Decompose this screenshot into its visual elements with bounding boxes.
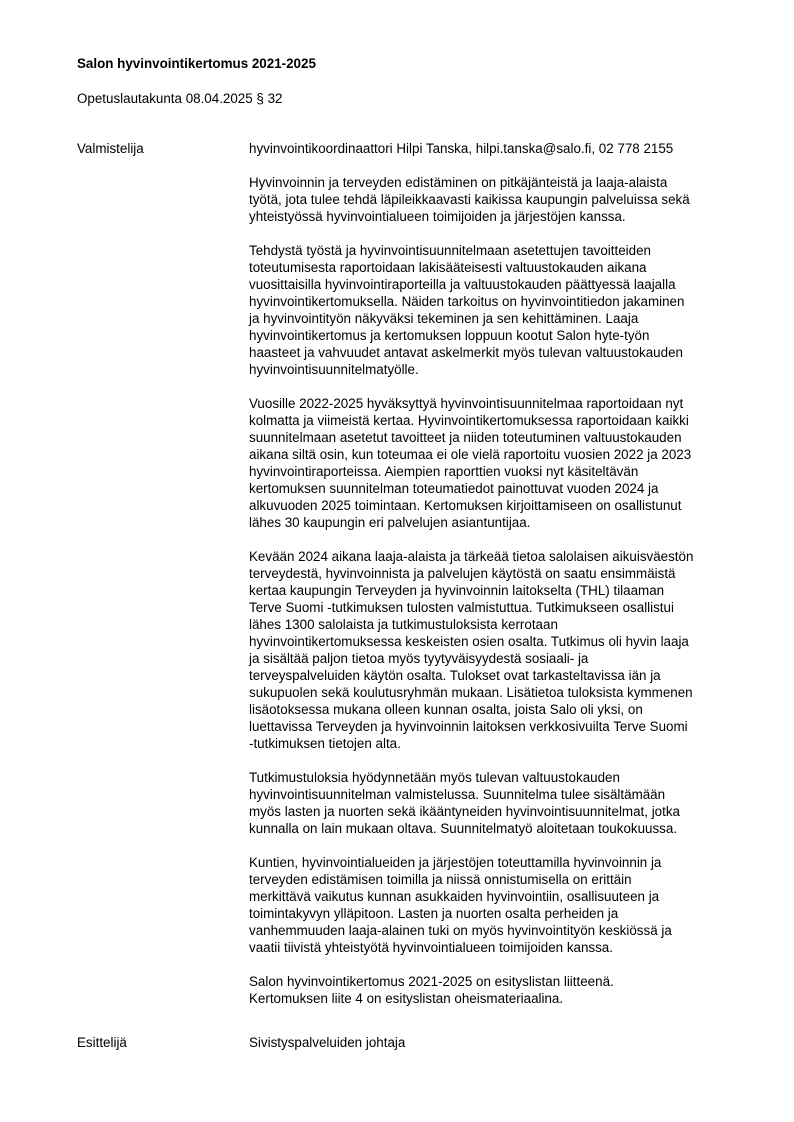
paragraph-line: hyvinvointikertomuksella. Näiden tarkoitus on hyvinvointitiedon jakaminen [249, 294, 685, 309]
preparer-value: hyvinvointikoordinaattori Hilpi Tanska, hilpi.tanska@salo.fi, 02 778 2155 [249, 141, 674, 156]
paragraph-line: työtä, jota tulee tehdä läpileikkaavasti kaikissa kaupungin palveluissa sekä [249, 192, 690, 207]
paragraph-line: toimintakyvyn ylläpitoon. Lasten ja nuorten osalta perheiden ja [249, 906, 619, 921]
body-paragraph [249, 973, 749, 1007]
paragraph-line: vanhemmuuden laaja-alainen tuki on myös hyvinvointityön keskiössä ja [249, 923, 672, 938]
paragraph-line: lisäotoksessa mukana olleen kunnan osalta, joista Salo oli yksi, on [249, 702, 643, 717]
body-paragraph [249, 769, 749, 837]
paragraph-line: hyvinvointisuunnitelman valmistelussa. Suunnitelma tulee sisältämään [249, 787, 666, 802]
paragraph-line: myös lasten ja nuorten sekä ikääntyneiden hyvinvointisuunnitelmat, jotka [249, 804, 680, 819]
paragraph-line: Salon hyvinvointikertomus 2021-2025 on esityslistan liitteenä. [249, 974, 614, 989]
paragraph-line: Tehdystä työstä ja hyvinvointisuunnitelmaan asetettujen tavoitteiden [249, 243, 651, 258]
body-paragraph [249, 548, 749, 752]
paragraph-line: sukupuolen sekä koulutusryhmän mukaan. Lisätietoa tuloksista kymmenen [249, 685, 693, 700]
paragraph-line: kolmatta ja viimeistä kertaa. Hyvinvointikertomuksessa raportoidaan kaikki [249, 413, 689, 428]
body-paragraph [249, 854, 749, 956]
paragraph-line: hyvinvointikertomuksessa keskeisten osien osalta. Tutkimus oli hyvin laaja [249, 634, 689, 649]
paragraph-line: Kevään 2024 aikana laaja-alaista ja tärkeää tietoa salolaisen aikuisväestön [249, 549, 694, 564]
paragraph-line: suunnitelmaan asetetut tavoitteet ja niiden toteutuminen valtuustokauden [249, 430, 682, 445]
paragraph-line: terveydestä, hyvinvoinnista ja palvelujen käytöstä on saatu ensimmäistä [249, 566, 676, 581]
paragraph-line: kertomuksen suunnitelman toteumatiedot painottuvat vuoden 2024 ja [249, 481, 659, 496]
paragraph-line: kertaa kaupungin Terveyden ja hyvinvoinnin laitokselta (THL) tilaaman [249, 583, 665, 598]
body-text [249, 174, 749, 1024]
body-paragraph [249, 395, 749, 531]
paragraph-line: Hyvinvoinnin ja terveyden edistäminen on pitkäjänteistä ja laaja-alaista [249, 175, 668, 190]
paragraph-line: Tutkimustuloksia hyödynnetään myös tulevan valtuustokauden [249, 770, 620, 785]
paragraph-line: Kuntien, hyvinvointialueiden ja järjestöjen toteuttamilla hyvinvoinnin ja [249, 855, 662, 870]
paragraph-line: ja hyvinvointityön näkyväksi tekeminen ja sen kehittäminen. Laaja [249, 311, 639, 326]
paragraph-line: toteutumisesta raportoidaan lakisääteisesti valtuustokauden aikana [249, 260, 647, 275]
paragraph-line: vaatii tiivistä yhteistyötä hyvinvointialueen toimijoiden kanssa. [249, 940, 613, 955]
document-title: Salon hyvinvointikertomus 2021-2025 [77, 56, 316, 71]
paragraph-line: terveyspalveluiden käytön osalta. Tulokset ovat tarkasteltavissa iän ja [249, 668, 661, 683]
paragraph-line: lähes 1300 salolaista ja tutkimustuloksista kerrotaan [249, 617, 558, 632]
presenter-label: Esittelijä [77, 1035, 127, 1050]
paragraph-line: vuosittaisilla hyvinvointiraporteilla ja valtuustokauden päättyessä laajalla [249, 277, 676, 292]
paragraph-line: yhteistyössä hyvinvointialueen toimijoiden ja järjestöjen kanssa. [249, 209, 626, 224]
paragraph-line: luettavissa Terveyden ja hyvinvoinnin laitoksen verkkosivuilta Terve Suomi [249, 719, 688, 734]
paragraph-line: hyvinvointisuunnitelmatyölle. [249, 362, 419, 377]
paragraph-line: lähes 30 kaupungin eri palvelujen asiantuntijaa. [249, 515, 531, 530]
paragraph-line: aikana siltä osin, kun toteumaa ei ole vielä raportoitu vuosien 2022 ja 2023 [249, 447, 692, 462]
paragraph-line: Kertomuksen liite 4 on esityslistan oheismateriaalina. [249, 991, 564, 1006]
paragraph-line: ja sisältää paljon tietoa myös tyytyväisyydestä sosiaali- ja [249, 651, 589, 666]
body-paragraph [249, 242, 749, 378]
paragraph-line: merkittävä vaikutus kunnan asukkaiden hyvinvointiin, osallisuuteen ja [249, 889, 660, 904]
meeting-reference: Opetuslautakunta 08.04.2025 § 32 [77, 91, 283, 106]
paragraph-line: hyvinvointiraporteissa. Aiempien raporttien vuoksi nyt käsiteltävän [249, 464, 639, 479]
paragraph-line: Terve Suomi -tutkimuksen tulosten valmistuttua. Tutkimukseen osallistui [249, 600, 674, 615]
paragraph-line: terveyden edistämisen toimilla ja niissä onnistumisella on erittäin [249, 872, 632, 887]
paragraph-line: alkuvuoden 2025 toimintaan. Kertomuksen kirjoittamiseen on osallistunut [249, 498, 682, 513]
paragraph-line: kunnalla on lain mukaan oltava. Suunnitelmatyö aloitetaan toukokuussa. [249, 821, 678, 836]
paragraph-line: Vuosille 2022-2025 hyväksyttyä hyvinvointisuunnitelmaa raportoidaan nyt [249, 396, 684, 411]
presenter-value: Sivistyspalveluiden johtaja [249, 1035, 406, 1050]
paragraph-line: hyvinvointikertomus ja kertomuksen loppuun kootut Salon hyte-työn [249, 328, 650, 343]
paragraph-line: -tutkimuksen tietojen alta. [249, 736, 401, 751]
preparer-label: Valmistelija [77, 141, 144, 156]
paragraph-line: haasteet ja vahvuudet antavat askelmerkit myös tulevan valtuustokauden [249, 345, 683, 360]
body-paragraph [249, 174, 749, 225]
